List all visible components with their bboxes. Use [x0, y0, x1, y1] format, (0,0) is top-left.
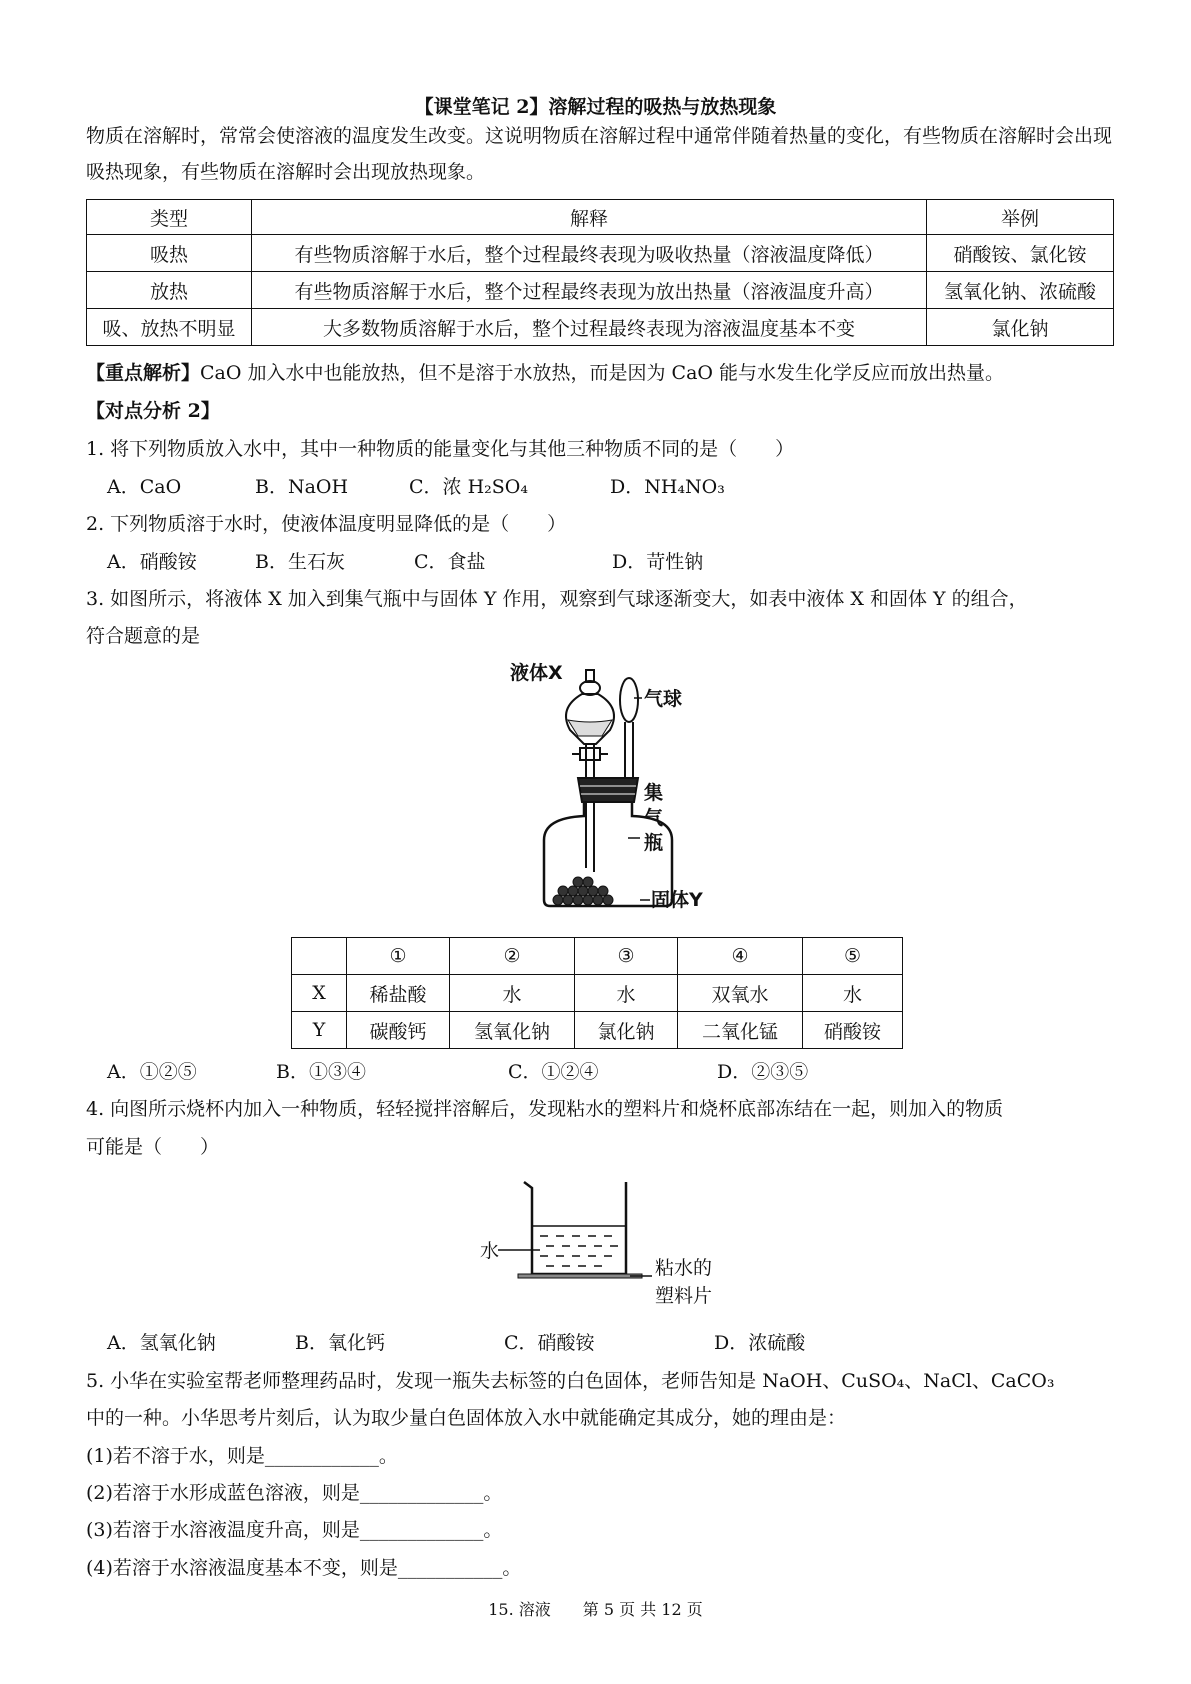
header-cell: 类型	[87, 200, 252, 235]
heat-table-header	[87, 200, 1114, 235]
table-cell: 水	[803, 975, 903, 1012]
label-balloon: 气球	[644, 688, 683, 710]
combo-table	[291, 937, 903, 1049]
q2-option-a: A．硝酸铵	[107, 551, 197, 573]
q2-stem: 2. 下列物质溶于水时，使液体温度明显降低的是（ ）	[86, 513, 567, 535]
q4-stem-line2: 可能是（ ）	[86, 1136, 220, 1158]
table-row	[292, 1012, 903, 1049]
header-cell	[292, 938, 347, 975]
q5-stem-line1: 5. 小华在实验室帮老师整理药品时，发现一瓶失去标签的白色固体，老师告知是 NaOH、CuSO₄、NaCl、CaCO₃	[86, 1370, 1055, 1392]
section-title: 【课堂笔记 2】溶解过程的吸热与放热现象	[414, 96, 777, 118]
q2-option-b: B．生石灰	[255, 551, 345, 573]
table-row	[87, 309, 1114, 346]
q5-sub-1: (1)若不溶于水，则是____________。	[86, 1445, 398, 1467]
table-cell: 硝酸铵	[803, 1012, 903, 1049]
header-cell: ①	[347, 938, 450, 975]
q4-stem-line1: 4. 向图所示烧杯内加入一种物质，轻轻搅拌溶解后，发现粘水的塑料片和烧杯底部冻结在一起，则加入的物质	[86, 1098, 1004, 1120]
gas-bottle-figure	[510, 668, 730, 918]
q1-option-a: A．CaO	[107, 476, 182, 498]
intro-paragraph: 物质在溶解时，常常会使溶液的温度发生改变。这说明物质在溶解过程中通常伴随着热量的变化，有些物质在溶解时会出现吸热现象，有些物质在溶解时会出现放热现象。	[86, 125, 1113, 183]
q3-stem-line1: 3. 如图所示，将液体 X 加入到集气瓶中与固体 Y 作用，观察到气球逐渐变大，如表中液体 X 和固体 Y 的组合，	[86, 588, 1028, 610]
table-row	[87, 235, 1114, 272]
q5-sub-2: (2)若溶于水形成蓝色溶液，则是_____________。	[86, 1482, 503, 1504]
table-cell: 放热	[87, 272, 252, 309]
table-cell: 双氧水	[678, 975, 803, 1012]
table-cell: 吸热	[87, 235, 252, 272]
table-cell: 稀盐酸	[347, 975, 450, 1012]
heat-table	[86, 199, 1114, 346]
table-cell: 水	[450, 975, 575, 1012]
table-cell: 碳酸钙	[347, 1012, 450, 1049]
label-bottle-2: 气	[644, 807, 664, 829]
table-cell: 氯化钠	[575, 1012, 678, 1049]
table-cell: 有些物质溶解于水后，整个过程最终表现为放出热量（溶液温度升高）	[252, 272, 927, 309]
q1-stem: 1. 将下列物质放入水中，其中一种物质的能量变化与其他三种物质不同的是（ ）	[86, 438, 795, 460]
table-cell: 氢氧化钠、浓硫酸	[927, 272, 1114, 309]
q1-option-b: B．NaOH	[255, 476, 349, 498]
q5-sub-3: (3)若溶于水溶液温度升高，则是_____________。	[86, 1519, 503, 1541]
q4-option-d: D．浓硫酸	[714, 1332, 806, 1354]
label-bottle-1: 集	[644, 782, 664, 804]
label-solid-y: 固体Y	[651, 889, 703, 911]
table-cell: 大多数物质溶解于水后，整个过程最终表现为溶液温度基本不变	[252, 309, 927, 346]
q3-stem-line2: 符合题意的是	[86, 625, 201, 647]
q4-option-a: A．氢氧化钠	[107, 1332, 216, 1354]
label-water: 水	[480, 1240, 500, 1262]
key-point-label: 【重点解析】	[86, 362, 201, 384]
q1-option-c: C．浓 H₂SO₄	[409, 476, 528, 498]
header-cell: 解释	[252, 200, 927, 235]
table-row	[292, 975, 903, 1012]
page-footer: 15. 溶液 第 5 页 共 12 页	[488, 1600, 703, 1619]
label-bottle-3: 瓶	[644, 832, 664, 854]
q3-option-a: A．①②⑤	[107, 1061, 197, 1083]
table-cell: 水	[575, 975, 678, 1012]
header-cell: ⑤	[803, 938, 903, 975]
header-cell: ②	[450, 938, 575, 975]
q1-option-d: D．NH₄NO₃	[610, 476, 725, 498]
table-cell: Y	[292, 1012, 347, 1049]
q5-sub-4: (4)若溶于水溶液温度基本不变，则是___________。	[86, 1557, 522, 1579]
q5-stem-line2: 中的一种。小华思考片刻后，认为取少量白色固体放入水中就能确定其成分，她的理由是：	[86, 1407, 847, 1429]
header-cell: ③	[575, 938, 678, 975]
combo-table-header	[292, 938, 903, 975]
label-plastic-2: 塑料片	[655, 1285, 713, 1307]
header-cell: 举例	[927, 200, 1114, 235]
label-plastic-1: 粘水的	[655, 1257, 713, 1279]
label-liquid-x: 液体X	[510, 662, 563, 684]
q4-option-b: B．氧化钙	[295, 1332, 385, 1354]
q3-option-b: B．①③④	[276, 1061, 366, 1083]
table-cell: 二氧化锰	[678, 1012, 803, 1049]
section-heading: 【对点分析 2】	[86, 400, 220, 422]
table-cell: 氯化钠	[927, 309, 1114, 346]
header-cell: ④	[678, 938, 803, 975]
table-cell: 吸、放热不明显	[87, 309, 252, 346]
table-cell: X	[292, 975, 347, 1012]
key-point-text: CaO 加入水中也能放热，但不是溶于水放热，而是因为 CaO 能与水发生化学反应而放出热量。	[200, 362, 1005, 384]
key-point	[86, 360, 1004, 386]
q2-option-d: D．苛性钠	[612, 551, 704, 573]
table-cell: 有些物质溶解于水后，整个过程最终表现为吸收热量（溶液温度降低）	[252, 235, 927, 272]
q3-option-d: D．②③⑤	[717, 1061, 809, 1083]
table-cell: 氢氧化钠	[450, 1012, 575, 1049]
table-row	[87, 272, 1114, 309]
table-cell: 硝酸铵、氯化铵	[927, 235, 1114, 272]
q3-option-c: C．①②④	[508, 1061, 599, 1083]
q2-option-c: C．食盐	[414, 551, 486, 573]
q4-option-c: C．硝酸铵	[504, 1332, 595, 1354]
